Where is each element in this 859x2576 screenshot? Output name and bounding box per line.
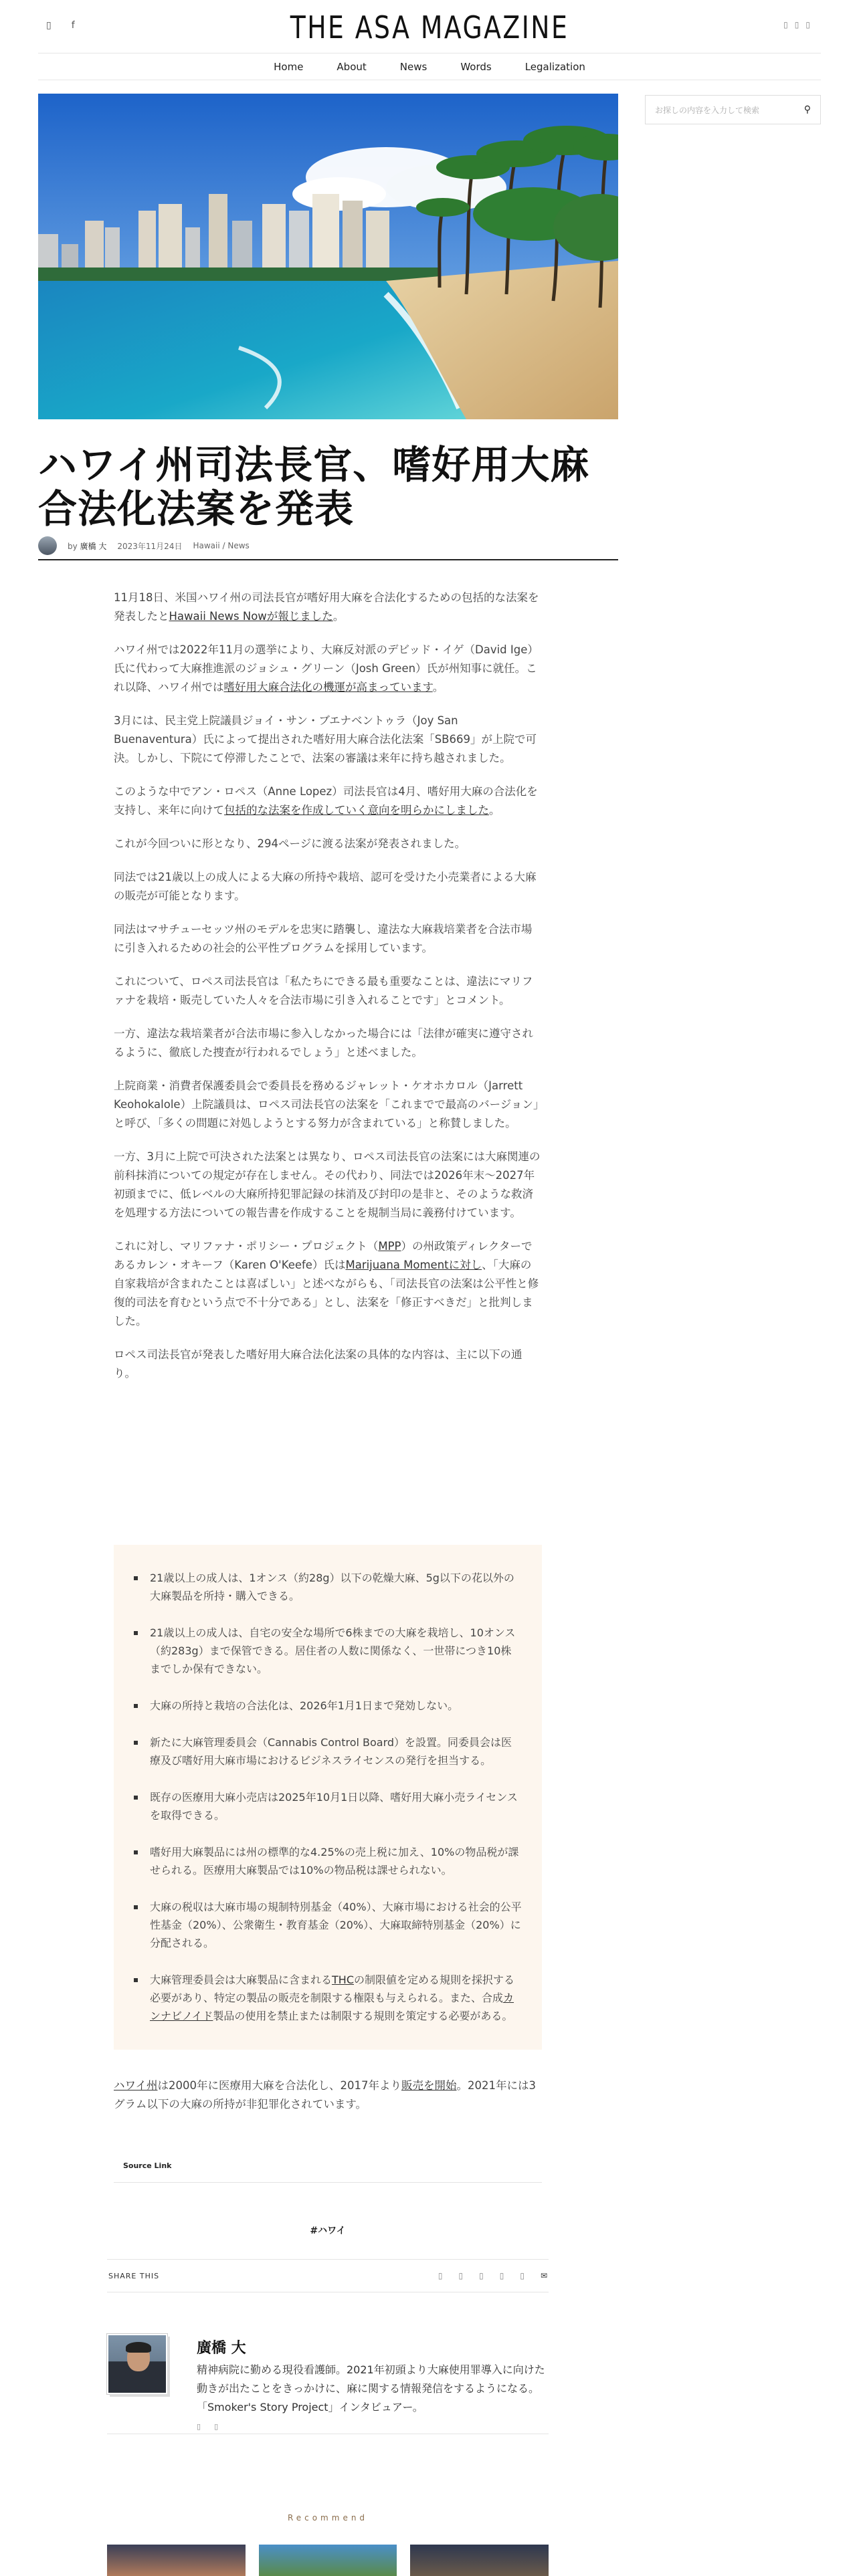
link-mpp[interactable]: MPP: [378, 1240, 401, 1253]
summary-box: [114, 1545, 542, 2050]
text: ）の州政策ディレクターであるカレン・オキーフ（Karen O'Keefe）氏は: [114, 1240, 533, 1271]
list-item: 21歳以上の成人は、1オンス（約28g）以下の乾燥大麻、5g以下の花以外の大麻製品を所持・購入できる。: [134, 1569, 522, 1605]
text: ハワイ州では2022年11月の選挙により、大麻反対派のデビッド・イゲ（David Ige）氏に代わって大麻推進派のジョシュ・グリーン（Josh Green）氏が州知事に就任。これ以降、ハワイ州では: [114, 643, 539, 693]
search-icon[interactable]: ⚲: [803, 104, 811, 115]
author-bio: 精神病院に勤める現役看護師。2021年初頭より大麻使用罪導入に向けた動きが出たことをきっかけに、麻に関する情報発信をするようになる。「Smoker's Story Project」インタビュアー。: [197, 2363, 545, 2413]
list-item: 既存の医療用大麻小売店は2025年10月1日以降、嗜好用大麻小売ライセンスを取得できる。: [134, 1788, 522, 1824]
text: このような中でアン・ロペス（Anne Lopez）司法長官は4月、嗜好用大麻の合法化を支持し、来年に向けて: [114, 785, 538, 817]
search-input[interactable]: お探しの内容を入力して検索: [655, 105, 760, 115]
author-photo[interactable]: [107, 2334, 167, 2394]
text: 。: [432, 681, 444, 693]
article-body: [114, 588, 542, 1398]
list-item: 新たに大麻管理委員会（Cannabis Control Board）を設置。同委員会は医療及び嗜好用大麻市場におけるビジネスライセンスの発行を担当する。: [134, 1733, 522, 1769]
facebook-icon[interactable]: f: [71, 20, 75, 31]
paragraph: これについて、ロペス司法長官は「私たちにできる最も重要なことは、違法にマリファナを栽培・販売していた人々を合法市場に引き入れることです」とコメント。: [114, 975, 533, 1006]
list-item: 大麻の所持と栽培の合法化は、2026年1月1日まで発効しない。: [134, 1697, 522, 1715]
text: 製品の使用を禁止または制限する規則を策定する必要がある。: [213, 2010, 513, 2022]
paragraph: [114, 641, 542, 697]
source-link[interactable]: Source Link: [114, 2155, 542, 2183]
article-meta: [38, 532, 618, 560]
reddit-icon[interactable]: ▯: [520, 2271, 524, 2280]
facebook-icon[interactable]: ▯: [458, 2271, 464, 2280]
text: これに対し、マリファナ・ポリシー・プロジェクト（: [114, 1240, 379, 1253]
author-social: [197, 2422, 218, 2431]
recommend-card[interactable]: [107, 2545, 246, 2576]
header-right-icons: [783, 20, 810, 29]
recommend-card[interactable]: [410, 2545, 549, 2576]
twitter-icon[interactable]: ▯: [438, 2271, 443, 2280]
paragraph: ロペス司法長官が発表した嗜好用大麻合法化法案の具体的な内容は、主に以下の通り。: [114, 1348, 522, 1380]
link[interactable]: 嗜好用大麻合法化の機運が高まっています: [223, 681, 433, 693]
text: 。: [332, 610, 345, 623]
list-item: 大麻の税収は大麻市場の規制特別基金（40%）、大麻市場における社会的公平性基金（20%）、公衆衛生・教育基金（20%）、大麻取締特別基金（20%）に分配される。: [134, 1898, 522, 1952]
summary-list: [134, 1569, 522, 2025]
nav-words[interactable]: Words: [460, 60, 492, 73]
link-hawaii[interactable]: ハワイ州: [114, 2079, 158, 2092]
text: の制限値を定める規則を採択する必要があり、特定の製品の販売を制限する権限も与えられる。また、合成: [150, 1973, 515, 2004]
text: 11月18日、米国ハワイ州の司法長官が嗜好用大麻を合法化するための包括的な法案を発表したと: [114, 591, 539, 623]
paragraph: 上院商業・消費者保護委員会で委員長を務めるジャレット・ケオホカロル（Jarrett Keohokalole）上院議員は、ロペス司法長官の法案を「これまでで最高のバージョン」と呼び、「多くの問題に対処しようとする努力が含まれている」と称賛しました。: [114, 1079, 539, 1130]
user-icon[interactable]: ▯: [805, 20, 810, 29]
list-item: [134, 1971, 522, 2025]
paragraph: これが今回ついに形となり、294ページに渡る法案が発表されました。: [114, 837, 466, 850]
paragraph: 同法では21歳以上の成人による大麻の所持や栽培、認可を受けた小売業者による大麻の販売が可能となります。: [114, 871, 537, 902]
twitter-icon[interactable]: ▯: [197, 2422, 201, 2431]
text: 。2021年には3グラム以下の大麻の所持が非犯罪化されています。: [114, 2079, 536, 2111]
text: 、「大麻の自家栽培が含まれたことは喜ばしい」と述べながらも、「司法長官の法案は公平性と修復的司法を育むという点で不十分である」とし、法案を「修正すべきだ」と批判しました。: [114, 1259, 539, 1327]
text: 大麻管理委員会は大麻製品に含まれる: [150, 1973, 332, 1986]
recommend-heading: Recommend: [287, 2513, 369, 2523]
paragraph: [114, 782, 542, 820]
sidebar-search[interactable]: [645, 95, 821, 124]
mail-icon[interactable]: ✉: [540, 2271, 547, 2280]
nav-home[interactable]: Home: [274, 60, 304, 73]
main-nav: [38, 53, 821, 80]
link-marijuana-moment[interactable]: Marijuana Momentに対し: [345, 1259, 482, 1271]
article-title: ハワイ州司法長官、嗜好用大麻合法化法案を発表: [38, 442, 590, 532]
instagram-icon[interactable]: ▯: [214, 2422, 219, 2431]
meta-byline: [68, 540, 106, 552]
meta-author[interactable]: 廣橋 大: [80, 541, 107, 551]
paragraph: 3月には、民主党上院議員ジョイ・サン・ブエナベントゥラ（Joy San Buenaventura）氏によって提出された嗜好用大麻合法化法案「SB669」が上院で可決。しかし、下院にて停滞したことで、法案の審議は来年に持ち越されました。: [114, 714, 537, 764]
link-cannabinoid[interactable]: カンナビノイド: [150, 1992, 514, 2022]
header-left-icons: [46, 20, 75, 31]
author-avatar-small[interactable]: [38, 536, 57, 555]
meta-by: by: [68, 541, 78, 551]
share-label: SHARE THIS: [108, 2271, 160, 2280]
nav-legalization[interactable]: Legalization: [524, 60, 585, 73]
meta-category[interactable]: Hawaii / News: [193, 541, 250, 550]
top-header: [38, 0, 821, 53]
list-item: 21歳以上の成人は、自宅の安全な場所で6株までの大麻を栽培し、10オンス（約283g）まで保管できる。居住者の人数に関係なく、一世帯につき10株までしか保有できない。: [134, 1624, 522, 1678]
pinterest-icon[interactable]: ▯: [479, 2271, 484, 2280]
menu-icon[interactable]: ▯: [46, 20, 52, 31]
share-icons: [438, 2271, 547, 2280]
tag-hawaii[interactable]: #ハワイ: [310, 2226, 346, 2236]
link-thc[interactable]: THC: [332, 1973, 354, 1986]
text: は2000年に医療用大麻を合法化し、2017年より: [157, 2079, 401, 2092]
list-item: 嗜好用大麻製品には州の標準的な4.25%の売上税に加え、10%の物品税が課せられる。医療用大麻製品では10%の物品税は課せられない。: [134, 1843, 522, 1879]
recommend-card[interactable]: [259, 2545, 397, 2576]
nav-about[interactable]: About: [337, 60, 367, 73]
link[interactable]: 包括的な法案を作成していく意向を明らかにしました: [224, 804, 489, 817]
share-bar: [107, 2259, 549, 2292]
paragraph: 一方、3月に上院で可決された法案とは異なり、ロペス司法長官の法案には大麻関連の前科抹消についての規定が存在しません。その代わり、同法では2026年末〜2027年初頭までに、低レベルの大麻所持犯罪記録の抹消及び封印の是非と、そのような救済を処理する方法についての報告書を作成することを規制当局に義務付けています。: [114, 1150, 541, 1219]
author-box: [107, 2334, 549, 2434]
closing-paragraph: [114, 2076, 542, 2114]
site-logo[interactable]: THE ASA MAGAZINE: [290, 9, 569, 45]
paragraph: 同法はマサチューセッツ州のモデルを忠実に踏襲し、違法な大麻栽培業者を合法市場に引き入れるための社会的公平性プログラムを採用しています。: [114, 923, 533, 954]
cart-icon[interactable]: ▯: [794, 20, 799, 29]
author-hair: [126, 2342, 151, 2353]
hero-image: [38, 94, 618, 419]
paragraph: [114, 588, 542, 626]
text: 。: [489, 804, 500, 817]
paragraph: 一方、違法な栽培業者が合法市場に参入しなかった場合には「法律が確実に遵守されるように、徹底した捜査が行われるでしょう」と述べました。: [114, 1027, 533, 1059]
recommend-cards: [107, 2545, 549, 2576]
linkedin-icon[interactable]: ▯: [499, 2271, 504, 2280]
author-name[interactable]: 廣橋 大: [197, 2340, 246, 2357]
link-sales-start[interactable]: 販売を開始: [401, 2079, 457, 2092]
link[interactable]: Hawaii News Nowが報じました: [169, 610, 333, 623]
paragraph: [114, 1237, 542, 1331]
search-icon[interactable]: ▯: [783, 20, 788, 29]
nav-news[interactable]: News: [399, 60, 427, 73]
hero-illustration: [38, 94, 618, 419]
meta-date: 2023年11月24日: [117, 541, 183, 551]
